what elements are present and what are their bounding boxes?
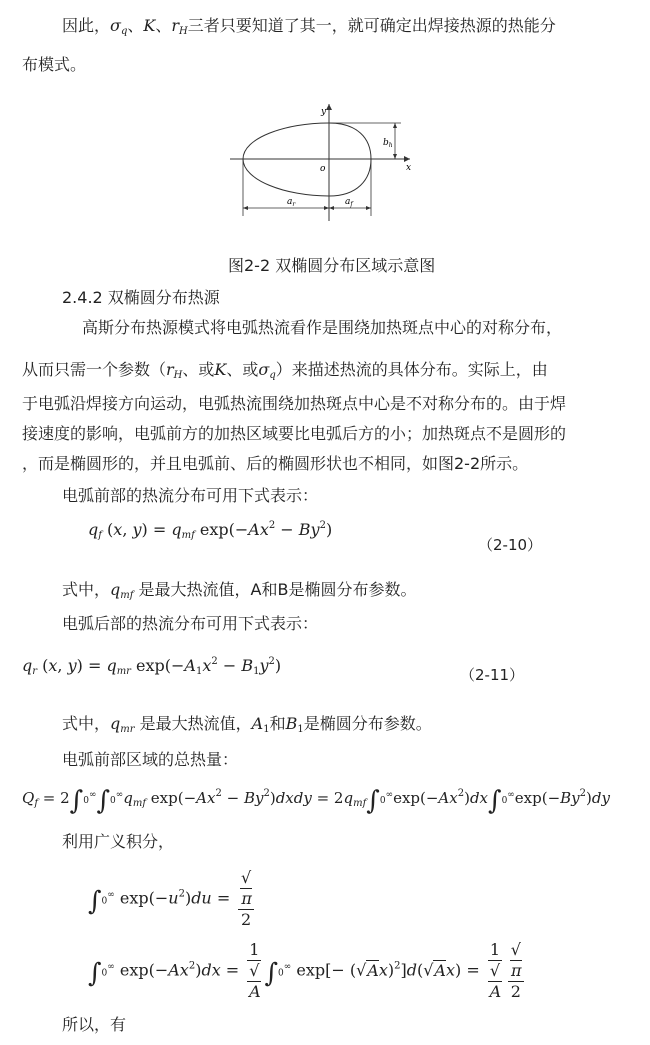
paragraph-line: 从而只需一个参数（$r_H$、或K、或$\sigma_q$）来描述热流的具体分布。实际上，由 bbox=[22, 360, 548, 381]
ar-label: $a_r$ bbox=[287, 197, 296, 208]
paragraph-line: 接速度的影响，电弧前方的加热区域要比电弧后方的小；加热斑点不是圆形的 bbox=[22, 424, 567, 443]
figure-caption: 图2-2 双椭圆分布区域示意图 bbox=[228, 256, 436, 275]
paragraph-line: 布模式。 bbox=[22, 55, 87, 74]
paragraph-line: 电弧前部区域的总热量： bbox=[62, 750, 239, 769]
section-heading: 2.4.2 双椭圆分布热源 bbox=[62, 288, 220, 307]
sigma-symbol: $\sigma_q$ bbox=[258, 360, 276, 381]
double-ellipse-figure bbox=[225, 98, 425, 228]
qmf-symbol: $q_{mf}$ bbox=[110, 580, 134, 601]
y-axis-label: y bbox=[321, 107, 327, 117]
paragraph-line: 电弧前部的热流分布可用下式表示： bbox=[62, 486, 319, 505]
rh-symbol: $r_H$ bbox=[166, 360, 183, 381]
sigma-symbol: $\sigma_q$ bbox=[110, 16, 128, 37]
equation-number: （2-10） bbox=[478, 536, 543, 554]
paragraph-line: 于电弧沿焊接方向运动，电弧热流围绕加热斑点中心是不对称分布的。由于焊 bbox=[22, 394, 567, 413]
k-symbol: K bbox=[143, 16, 156, 35]
paragraph-line: 利用广义积分， bbox=[62, 832, 175, 851]
rh-symbol: $r_H$ bbox=[171, 16, 188, 37]
equation-substitution: ∫0∞ $\exp(-Ax^2)dx$ = 1 √ A ∫0∞ $\exp[- (√Ax)^2]d(√Ax)$ = 1 √ A √ π 2 bbox=[88, 940, 522, 1001]
af-label: $a_f$ bbox=[345, 197, 353, 208]
k-symbol: K bbox=[214, 360, 227, 379]
paragraph-line: 因此，$\sigma_q$、K、$r_H$三者只要知道了其一，就可确定出焊接热源的热能分 bbox=[62, 16, 556, 37]
equation-2-10: $q_f$ (x, $y) = q_{mf}$ $\exp(-Ax^2 - By^2)$ bbox=[88, 520, 333, 541]
paragraph-line: 所以，有 bbox=[62, 1015, 127, 1034]
equation-number: （2-11） bbox=[460, 666, 525, 684]
equation-gaussian-integral: ∫0∞ $\exp(-u^2)du$ = √ π 2 bbox=[88, 868, 252, 929]
bh-label: $b_h$ bbox=[383, 138, 393, 149]
paragraph-line: 电弧后部的热流分布可用下式表示： bbox=[62, 614, 319, 633]
x-axis-label: x bbox=[406, 163, 412, 173]
qmr-symbol: $q_{mr}$ bbox=[110, 714, 135, 735]
paragraph-line: ，而是椭圆形的，并且电弧前、后的椭圆形状也不相同，如图2-2所示。 bbox=[22, 454, 529, 473]
equation-2-11: $q_r$ (x, $y) = q_{mr}$ $\exp(-A_1x^2 - B_1y^2)$ bbox=[22, 656, 282, 677]
equation-total-heat: $Q_f = 2\int 0^\infty\int 0^\infty q_{mf}$ $\exp(-Ax^2$ − $By^2)dxdy = 2q_{mf}\int 0^\infty\exp(-Ax^2)dx\int 0^\infty\exp(-By^2)dy$ bbox=[22, 786, 610, 816]
origin-label: o bbox=[320, 164, 326, 174]
paragraph-line: 式中，$q_{mr}$ 是最大热流值，$A_1$和$B_1$是椭圆分布参数。 bbox=[62, 714, 432, 735]
paragraph-line: 高斯分布热源模式将电弧热流看作是围绕加热斑点中心的对称分布， bbox=[82, 318, 563, 337]
paragraph-line: 式中，$q_{mf}$ 是最大热流值，A和B是椭圆分布参数。 bbox=[62, 580, 417, 601]
